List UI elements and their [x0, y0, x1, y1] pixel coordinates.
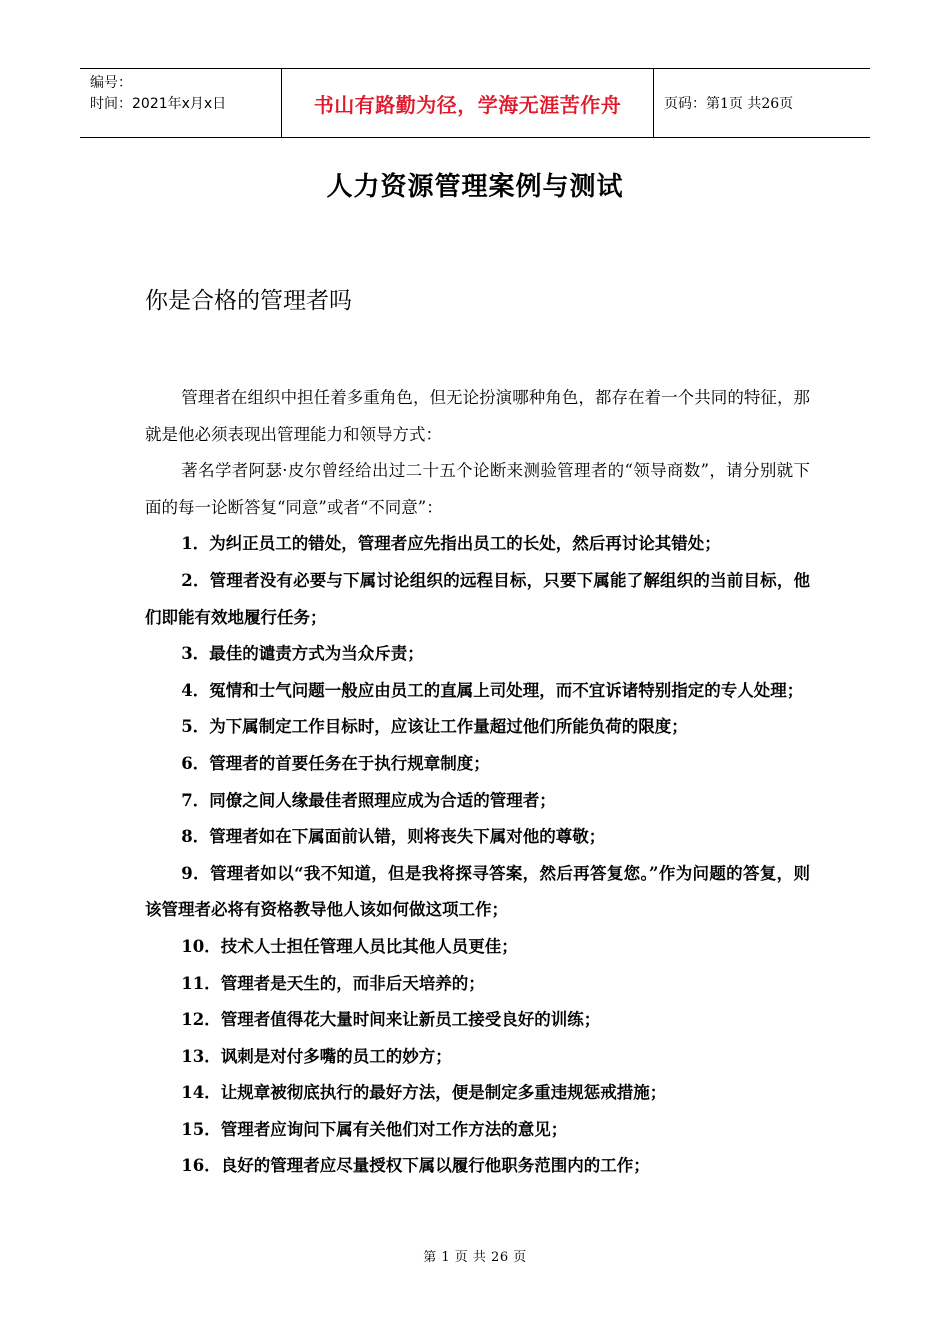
- statement-item: [145, 783, 810, 820]
- statement-number: 10．: [181, 936, 221, 956]
- statement-item: [145, 563, 810, 636]
- statement-text: 管理者值得花大量时间来让新员工接受良好的训练；: [220, 1010, 601, 1030]
- code-label: 编号：: [90, 75, 132, 91]
- statement-number: 12．: [181, 1010, 221, 1030]
- statement-number: 6．: [181, 753, 210, 773]
- statement-item: [145, 966, 810, 1003]
- statement-number: 3．: [181, 644, 210, 664]
- statement-text: 冤情和士气问题一般应由员工的直属上司处理，而不宜诉诸特别指定的专人处理；: [209, 680, 804, 700]
- statement-item: [145, 1075, 810, 1112]
- statement-text: 管理者的首要任务在于执行规章制度；: [209, 753, 490, 773]
- statement-text: 最佳的谴责方式为当众斥责；: [209, 644, 424, 664]
- section-heading: 你是合格的管理者吗: [145, 288, 352, 314]
- statement-text: 为纠正员工的错处，管理者应先指出员工的长处，然后再讨论其错处；: [209, 534, 721, 554]
- statement-number: 2．: [181, 570, 210, 590]
- statement-number: 15．: [181, 1119, 221, 1139]
- time-label: 时间：2021年x月x日: [90, 96, 227, 112]
- document-header: [80, 68, 870, 138]
- statement-text: 讽刺是对付多嘴的员工的妙方；: [220, 1046, 452, 1066]
- statement-text: 为下属制定工作目标时，应该让工作量超过他们所能负荷的限度；: [209, 717, 688, 737]
- statement-item: [145, 1148, 810, 1185]
- statement-text: 管理者应询问下属有关他们对工作方法的意见；: [220, 1119, 568, 1139]
- statement-text: 管理者是天生的，而非后天培养的；: [220, 973, 485, 993]
- statement-item: [145, 819, 810, 856]
- statement-number: 7．: [181, 790, 210, 810]
- header-meta: [80, 69, 281, 137]
- statement-number: 4．: [181, 680, 210, 700]
- statement-text: 管理者如以“我不知道，但是我将探寻答案，然后再答复您。”作为问题的答复，则该管理者必将有资格教导他人该如何做这项工作；: [145, 863, 810, 920]
- statement-item: [145, 526, 810, 563]
- statement-item: [145, 746, 810, 783]
- statement-item: [145, 673, 810, 710]
- statement-text: 管理者如在下属面前认错，则将丧失下属对他的尊敬；: [209, 827, 606, 847]
- statement-text: 技术人士担任管理人员比其他人员更佳；: [220, 936, 518, 956]
- page-footer: 第 1 页 共 26 页: [423, 1250, 527, 1265]
- document-body: [145, 380, 810, 1185]
- statement-text: 良好的管理者应尽量授权下属以履行他职务范围内的工作；: [220, 1156, 650, 1176]
- statement-item: [145, 856, 810, 929]
- statement-text: 同僚之间人缘最佳者照理应成为合适的管理者；: [209, 790, 556, 810]
- statement-number: 1．: [181, 534, 210, 554]
- header-motto: 书山有路勤为径，学海无涯苦作舟: [281, 69, 654, 137]
- statement-text: 让规章被彻底执行的最好方法，便是制定多重违规惩戒措施；: [220, 1083, 667, 1103]
- statement-number: 9．: [181, 863, 210, 883]
- statement-number: 5．: [181, 717, 210, 737]
- statement-text: 管理者没有必要与下属讨论组织的远程目标，只要下属能了解组织的当前目标，他们即能有效地履行任务；: [145, 570, 811, 627]
- statement-number: 11．: [181, 973, 221, 993]
- statement-item: [145, 1039, 810, 1076]
- intro-paragraph: 著名学者阿瑟·皮尔曾经给出过二十五个论断来测验管理者的“领导商数”，请分别就下面的每一论断答复“同意”或者“不同意”：: [145, 461, 810, 517]
- statement-number: 16．: [181, 1156, 221, 1176]
- statement-item: [145, 1112, 810, 1149]
- statement-item: [145, 636, 810, 673]
- header-page-info: 页码：第1页 共26页: [664, 96, 794, 112]
- statement-item: [145, 929, 810, 966]
- statement-number: 14．: [181, 1083, 221, 1103]
- statement-number: 13．: [181, 1046, 221, 1066]
- statement-item: [145, 1002, 810, 1039]
- document-title: 人力资源管理案例与测试: [326, 172, 624, 202]
- statement-list: [145, 526, 810, 1185]
- statement-number: 8．: [181, 827, 210, 847]
- intro-paragraph: 管理者在组织中担任着多重角色，但无论扮演哪种角色，都存在着一个共同的特征，那就是他必须表现出管理能力和领导方式：: [145, 388, 810, 444]
- statement-item: [145, 709, 810, 746]
